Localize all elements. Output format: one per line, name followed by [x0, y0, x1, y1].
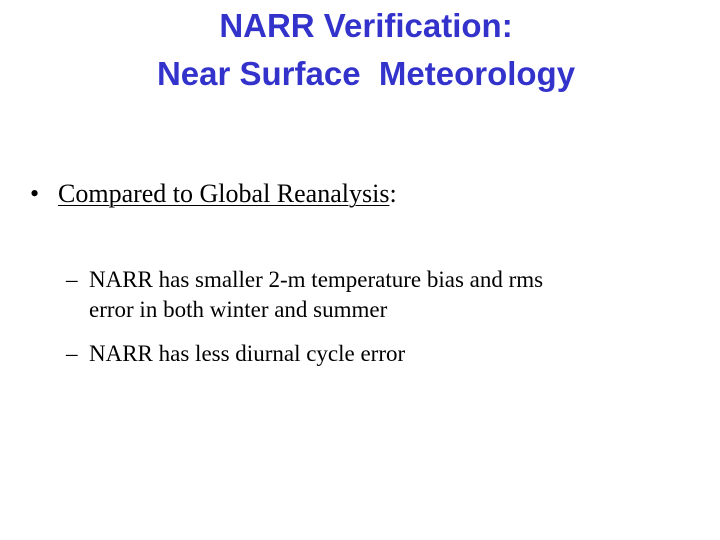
- slide-title: [0, 2, 720, 98]
- sub-bullet-marker: –: [66, 341, 78, 366]
- bullet-item: [30, 174, 397, 214]
- bullet-heading: Compared to Global Reanalysis: [58, 179, 390, 208]
- sub-bullet-marker: –: [66, 267, 78, 292]
- title-line-2: Near Surface Meteorology: [156, 55, 576, 92]
- sub-bullet-line: error in both winter and summer: [89, 297, 388, 322]
- bullet-colon: :: [389, 179, 397, 208]
- sub-bullet-item: [66, 265, 543, 325]
- title-line-1: NARR Verification:: [219, 7, 513, 44]
- sub-bullet-item: [66, 339, 405, 369]
- bullet-marker: •: [30, 179, 40, 208]
- sub-bullet-line: NARR has smaller 2-m temperature bias and rms: [89, 267, 544, 292]
- sub-bullet-line: NARR has less diurnal cycle error: [89, 341, 406, 366]
